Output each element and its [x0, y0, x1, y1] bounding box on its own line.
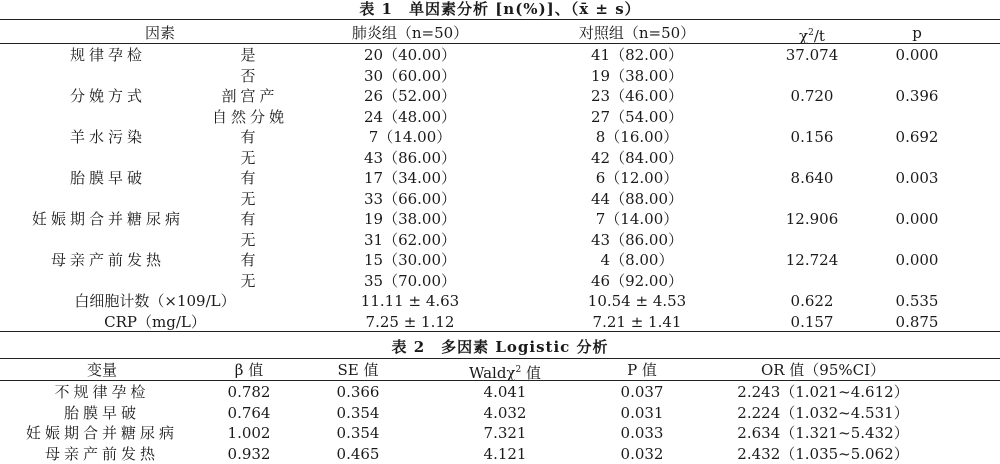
pneumonia-value: 19（38.00） — [363, 210, 457, 228]
table2-caption: 表 2 多因素 Logistic 分析 — [391, 338, 609, 356]
level-cell: 无 — [240, 148, 260, 167]
se-value: 0.366 — [336, 383, 380, 401]
stat-value: 0.157 — [790, 312, 834, 331]
level-cell: 无 — [240, 230, 260, 249]
or-value: 2.432（1.035~5.062） — [737, 444, 909, 463]
level-cell: 剖宫产 — [221, 87, 279, 105]
header-stat: $\chi^2/t$ — [799, 27, 825, 45]
pneumonia-value: 7（14.00） — [368, 128, 452, 146]
control-value: 10.54 ± 4.53 — [587, 292, 687, 310]
p-value: 0.875 — [895, 312, 939, 331]
p-value: 0.031 — [620, 403, 664, 422]
table1-row — [0, 107, 1000, 127]
p-value: 0.033 — [620, 424, 664, 442]
level-cell: 是 — [240, 46, 260, 64]
table2-top-rule — [0, 358, 1000, 359]
factor-cell: CRP（mg/L） — [104, 312, 206, 331]
stat-value: 12.724 — [785, 251, 839, 269]
p-value: 0.000 — [895, 46, 939, 64]
beta-value: 0.764 — [227, 403, 271, 422]
table1-row — [0, 250, 1000, 270]
table2-row — [0, 403, 1000, 423]
control-value: 44（88.00） — [590, 189, 684, 208]
table2-header-rule — [0, 380, 1000, 381]
wald-value: 4.121 — [483, 444, 527, 463]
beta-value: 0.932 — [227, 444, 271, 463]
table1-row — [0, 127, 1000, 147]
control-value: 41（82.00） — [590, 46, 684, 64]
table1-row — [0, 189, 1000, 209]
header-pneumonia-group: 肺炎组（n=50） — [351, 24, 469, 42]
or-value: 2.634（1.321~5.432） — [737, 424, 909, 442]
table2-header-row — [0, 360, 1000, 380]
pneumonia-value: 43（86.00） — [363, 148, 457, 167]
table2-row — [0, 444, 1000, 464]
control-value: 23（46.00） — [590, 87, 684, 105]
control-value: 4（8.00） — [600, 251, 674, 269]
variable-cell: 妊娠期合并糖尿病 — [25, 424, 179, 442]
p-value: 0.692 — [895, 128, 939, 146]
control-value: 7（14.00） — [595, 210, 679, 228]
factor-cell: 白细胞计数（×109/L） — [74, 292, 236, 310]
table1-row — [0, 66, 1000, 86]
beta-value: 1.002 — [227, 424, 271, 442]
stat-value: 0.622 — [790, 292, 834, 310]
table1-row — [0, 45, 1000, 65]
stat-value: 0.156 — [790, 128, 834, 146]
level-cell: 自然分娩 — [211, 107, 289, 126]
level-cell: 有 — [240, 210, 260, 228]
header-control-group: 对照组（n=50） — [578, 24, 696, 42]
p-value: 0.000 — [895, 210, 939, 228]
header-se: SE 值 — [337, 361, 379, 379]
table1-row — [0, 271, 1000, 291]
header-variable: 变量 — [86, 361, 118, 379]
factor-cell: 妊娠期合并糖尿病 — [31, 210, 185, 228]
control-value: 42（84.00） — [590, 148, 684, 167]
level-cell: 无 — [240, 189, 260, 208]
control-value: 7.21 ± 1.41 — [592, 312, 682, 331]
level-cell: 有 — [240, 169, 260, 187]
header-p-value: P 值 — [627, 361, 657, 379]
pneumonia-value: 30（60.00） — [363, 66, 457, 85]
wald-value: 4.041 — [483, 383, 527, 401]
table1-header-rule — [0, 43, 1000, 44]
pneumonia-value: 26（52.00） — [363, 87, 457, 105]
p-value: 0.032 — [620, 444, 664, 463]
control-value: 46（92.00） — [590, 271, 684, 290]
table1-caption: 表 1 单因素分析 [n(%)]、（x̄ ± s） — [359, 0, 641, 18]
se-value: 0.354 — [336, 424, 380, 442]
level-cell: 无 — [240, 271, 260, 290]
level-cell: 有 — [240, 128, 260, 146]
pneumonia-value: 31（62.00） — [363, 230, 457, 249]
p-value: 0.535 — [895, 292, 939, 310]
table1-row — [0, 291, 1000, 311]
pneumonia-value: 35（70.00） — [363, 271, 457, 290]
control-value: 6（12.00） — [595, 169, 679, 187]
control-value: 27（54.00） — [590, 107, 684, 126]
pneumonia-value: 15（30.00） — [363, 251, 457, 269]
table1-row — [0, 168, 1000, 188]
pneumonia-value: 24（48.00） — [363, 107, 457, 126]
pneumonia-value: 17（34.00） — [363, 169, 457, 187]
table1-row — [0, 148, 1000, 168]
table1-header-row — [0, 23, 1000, 43]
pneumonia-value: 20（40.00） — [363, 46, 457, 64]
variable-cell: 不规律孕检 — [54, 383, 150, 401]
p-value: 0.000 — [895, 251, 939, 269]
wald-value: 4.032 — [483, 403, 527, 422]
stat-value: 8.640 — [790, 169, 834, 187]
factor-cell: 规律孕检 — [69, 46, 147, 64]
header-beta: β 值 — [234, 361, 264, 379]
level-cell: 有 — [240, 251, 260, 269]
control-value: 19（38.00） — [590, 66, 684, 85]
beta-value: 0.782 — [227, 383, 271, 401]
header-or: OR 值（95%CI） — [760, 361, 886, 379]
table1-bottom-rule — [0, 331, 1000, 332]
table2-row — [0, 423, 1000, 443]
wald-value: 7.321 — [483, 424, 527, 442]
factor-cell: 羊水污染 — [69, 128, 147, 146]
p-value: 0.396 — [895, 87, 939, 105]
pneumonia-value: 7.25 ± 1.12 — [365, 312, 455, 331]
table1-row — [0, 312, 1000, 332]
or-value: 2.224（1.032~4.531） — [737, 403, 909, 422]
control-value: 8（16.00） — [595, 128, 679, 146]
table2-row — [0, 382, 1000, 402]
header-wald: Waldχ$^2$ 值 — [468, 364, 542, 382]
variable-cell: 母亲产前发热 — [44, 444, 160, 463]
stat-value: 37.074 — [785, 46, 839, 64]
p-value: 0.003 — [895, 169, 939, 187]
stat-value: 12.906 — [785, 210, 839, 228]
factor-cell: 胎膜早破 — [69, 169, 147, 187]
variable-cell: 胎膜早破 — [63, 403, 141, 422]
se-value: 0.354 — [336, 403, 380, 422]
table1-row — [0, 209, 1000, 229]
header-p: p — [912, 24, 922, 42]
p-value: 0.037 — [620, 383, 664, 401]
factor-cell: 分娩方式 — [69, 87, 147, 105]
se-value: 0.465 — [336, 444, 380, 463]
control-value: 43（86.00） — [590, 230, 684, 249]
factor-cell: 母亲产前发热 — [50, 251, 166, 269]
pneumonia-value: 11.11 ± 4.63 — [360, 292, 460, 310]
table1-row — [0, 86, 1000, 106]
stat-value: 0.720 — [790, 87, 834, 105]
level-cell: 否 — [240, 66, 260, 85]
or-value: 2.243（1.021~4.612） — [737, 383, 909, 401]
table1-top-rule — [0, 19, 1000, 20]
pneumonia-value: 33（66.00） — [363, 189, 457, 208]
table1-row — [0, 230, 1000, 250]
header-factor: 因素 — [144, 24, 176, 42]
